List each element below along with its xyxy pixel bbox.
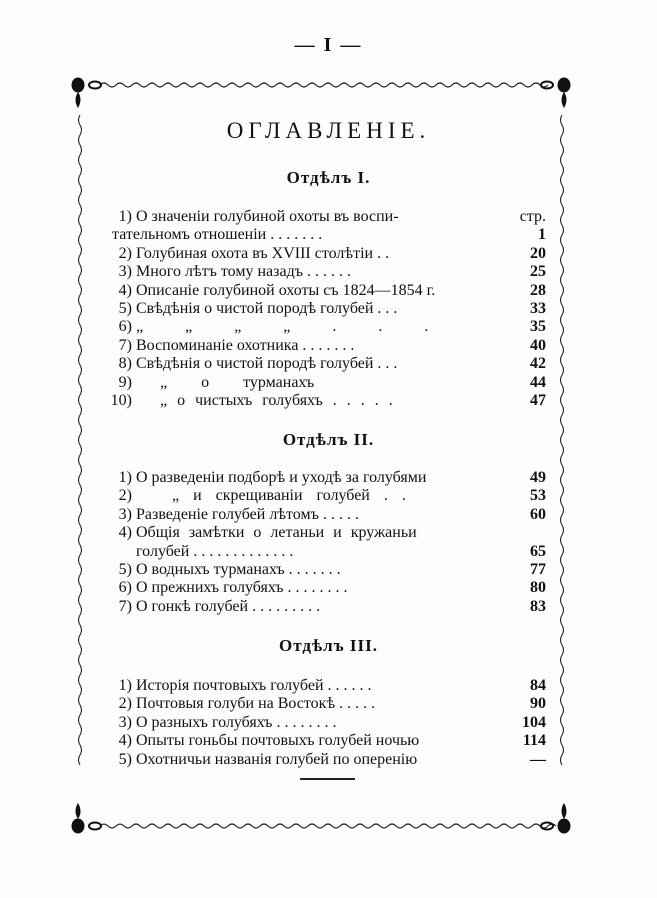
section-heading-1: Отдѣлъ I. — [286, 168, 371, 187]
toc-entry: 2) Голубиная охота въ XVIII столѣтіи . . 20 — [118, 244, 546, 262]
toc-entry: 8) Свѣдѣнія о чистой породѣ голубей . . . 42 — [118, 355, 546, 373]
section-heading-3: Отдѣлъ III. — [279, 636, 378, 655]
toc-entry: 2) „ и скрещиваніи голубей . . 53 — [118, 487, 546, 505]
section-heading-2: Отдѣлъ II. — [282, 430, 375, 449]
toc-entry: 1) О разведеніи подборѣ и уходѣ за голубями 49 — [118, 469, 546, 486]
toc-list-section-1 — [100, 208, 546, 410]
toc-entry: 3) О разныхъ голубяхъ . . . . . . . . 104 — [118, 713, 546, 731]
toc-title: ОГЛАВЛЕНІЕ. — [226, 118, 431, 143]
toc-entry: 10) „ о чистыхъ голубяхъ . . . . . 47 — [110, 391, 546, 409]
toc-entry: 7) О гонкѣ голубей . . . . . . . . . 83 — [118, 597, 546, 615]
toc-entry: 5) Свѣдѣнія о чистой породѣ голубей . . . 33 — [118, 299, 546, 317]
page-column-header: стр. — [519, 208, 546, 225]
toc-entry: 4) Опыты гоньбы почтовыхъ голубей ночью 114 — [118, 732, 546, 750]
toc-entry: 5) Охотничьи названія голубей по оперенію — — [118, 750, 546, 768]
toc-entry: 3) Много лѣтъ тому назадъ . . . . . . 25 — [118, 263, 546, 281]
toc-entry: 2) Почтовыя голуби на Востокѣ . . . . . 90 — [118, 695, 546, 713]
toc-list-section-2 — [100, 469, 546, 616]
toc-entry: 9) „ о турманахъ 44 — [118, 373, 546, 391]
page-number: — I — — [294, 34, 363, 56]
toc-entry: 1) О значеніи голубиной охоты въ воспи- — [118, 208, 399, 225]
toc-entry: 4) Описаніе голубиной охоты съ 1824—1854 г. 28 — [118, 281, 546, 299]
toc-entry: 6) „ „ „ „ . . . 35 — [118, 318, 546, 336]
toc-entry: 4) Общія замѣтки о летаньи и кружаньи — [118, 524, 417, 542]
toc-list-section-3 — [100, 677, 546, 769]
closing-rule — [300, 778, 355, 780]
toc-entry: тательномъ отношеніи . . . . . . . 1 — [112, 226, 546, 244]
toc-entry: 5) О водныхъ турманахъ . . . . . . . 77 — [118, 560, 546, 578]
toc-entry: 7) Воспоминаніе охотника . . . . . . . 40 — [118, 336, 546, 354]
toc-entry: 6) О прежнихъ голубяхъ . . . . . . . . 80 — [118, 579, 546, 597]
toc-entry: 3) Разведеніе голубей лѣтомъ . . . . . 60 — [118, 505, 546, 523]
toc-entry: 1) Исторія почтовыхъ голубей . . . . . . 84 — [118, 677, 546, 694]
toc-entry: голубей . . . . . . . . . . . . . 65 — [136, 542, 546, 560]
